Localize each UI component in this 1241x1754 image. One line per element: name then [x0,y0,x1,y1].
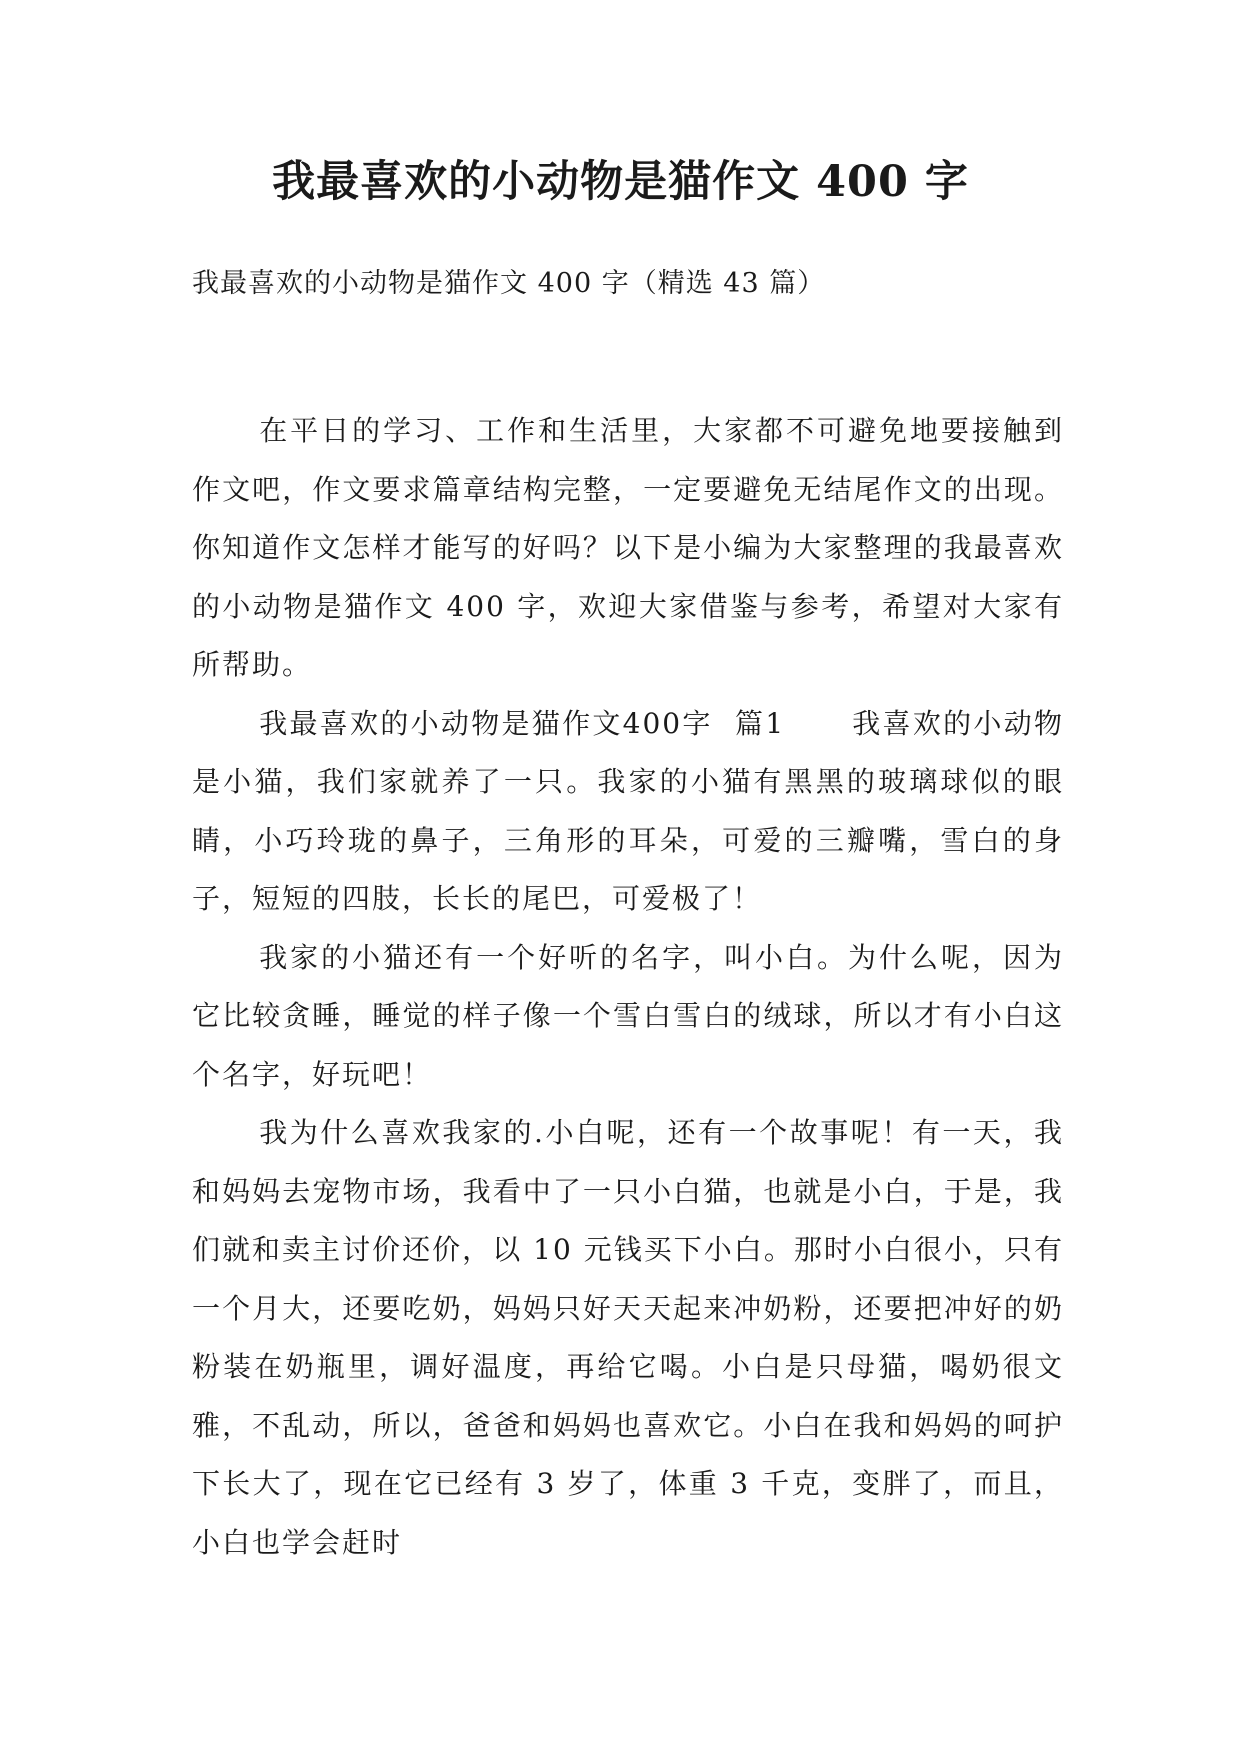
paragraph-story: 我为什么喜欢我家的.小白呢，还有一个故事呢！有一天，我和妈妈去宠物市场，我看中了一只小白猫，也就是小白，于是，我们就和卖主讨价还价，以 10 元钱买下小白。那时小白很小，只有一个月大，还要吃奶，妈妈只好天天起来冲奶粉，还要把冲好的奶粉装在奶瓶里，调好温度，再给它喝。小白是只母猫，喝奶很文雅，不乱动，所以，爸爸和妈妈也喜欢它。小白在我和妈妈的呵护下长大了，现在它已经有 3 岁了，体重 3 千克，变胖了，而且，小白也学会赶时 [192,1116,1064,1559]
document-title: 我最喜欢的小动物是猫作文 400 字 [272,157,969,207]
document-subtitle: 我最喜欢的小动物是猫作文 400 字（精选 43 篇） [192,268,826,299]
paragraph-intro: 在平日的学习、工作和生活里，大家都不可避免地要接触到作文吧，作文要求篇章结构完整，一定要避免无结尾作文的出现。你知道作文怎样才能写的好吗？以下是小编为大家整理的我最喜欢的小动物是猫作文 400 字，欢迎大家借鉴与参考，希望对大家有所帮助。 [192,414,1064,681]
document-body [192,402,1064,1572]
paragraph-name: 我家的小猫还有一个好听的名字，叫小白。为什么呢，因为它比较贪睡，睡觉的样子像一个雪白雪白的绒球，所以才有小白这个名字，好玩吧！ [192,940,1064,1091]
paragraph-article-1: 我最喜欢的小动物是猫作文400字 篇1 我喜欢的小动物是小猫，我们家就养了一只。我家的小猫有黑黑的玻璃球似的眼睛，小巧玲珑的鼻子，三角形的耳朵，可爱的三瓣嘴，雪白的身子，短短的四肢，长长的尾巴，可爱极了！ [192,706,1064,915]
